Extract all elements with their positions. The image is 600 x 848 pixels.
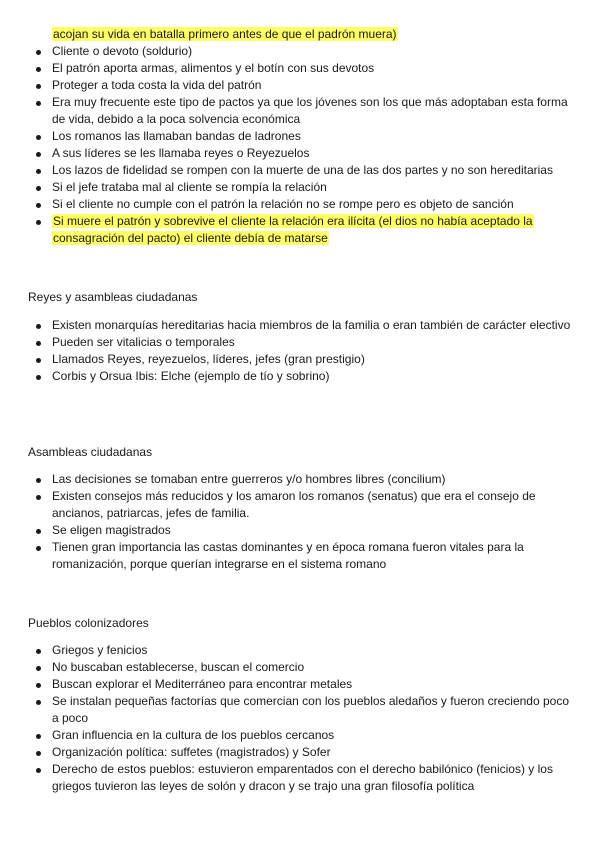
list-item: Existen consejos más reducidos y los amaron los romanos (senatus) que era el consejo de ancianos, patriarcas, jefes de familia.	[0, 488, 600, 522]
bullet-list-section4	[0, 642, 600, 795]
bullet-list-section3	[0, 471, 600, 573]
list-item: Las decisiones se tomaban entre guerreros y/o hombres libres (concilium)	[0, 471, 600, 488]
list-item: Corbis y Orsua Ibis: Elche (ejemplo de tío y sobrino)	[0, 368, 600, 385]
list-item: Si el jefe trataba mal al cliente se rompía la relación	[0, 179, 600, 196]
list-item: Se eligen magistrados	[0, 522, 600, 539]
section-heading-asambleas: Asambleas ciudadanas	[28, 445, 153, 459]
list-item: Organización política: suffetes (magistrados) y Sofer	[0, 744, 600, 761]
list-item: Si el cliente no cumple con el patrón la relación no se rompe pero es objeto de sanción	[0, 196, 600, 213]
list-item: A sus líderes se les llamaba reyes o Reyezuelos	[0, 145, 600, 162]
list-item	[0, 213, 600, 247]
list-item: Pueden ser vitalicias o temporales	[0, 334, 600, 351]
highlighted-text: Si muere el patrón y sobrevive el cliente la relación era ilícita (el dios no había aceptado la consagración del pacto) el cliente debía de matarse	[53, 214, 533, 245]
list-item: Tienen gran importancia las castas dominantes y en época romana fueron vitales para la romanización, porque querían integrarse en el sistema romano	[0, 539, 600, 573]
list-item: Los lazos de fidelidad se rompen con la muerte de una de las dos partes y no son hereditarias	[0, 162, 600, 179]
list-item: Buscan explorar el Mediterráneo para encontrar metales	[0, 676, 600, 693]
continuation-line	[52, 26, 572, 43]
list-item: Los romanos las llamaban bandas de ladrones	[0, 128, 600, 145]
list-item: Proteger a toda costa la vida del patrón	[0, 77, 600, 94]
list-item: Gran influencia en la cultura de los pueblos cercanos	[0, 727, 600, 744]
bullet-list-section2	[0, 317, 600, 385]
list-item: El patrón aporta armas, alimentos y el botín con sus devotos	[0, 60, 600, 77]
section-heading-reyes: Reyes y asambleas ciudadanas	[28, 290, 198, 304]
list-item: Cliente o devoto (soldurio)	[0, 43, 600, 60]
highlighted-text: acojan su vida en batalla primero antes de que el padrón muera)	[53, 27, 397, 41]
list-item: Derecho de estos pueblos: estuvieron emparentados con el derecho babilónico (fenicios) y los griegos tuvieron las leyes de solón y dracon y se trajo una gran filosofía política	[0, 761, 600, 795]
list-item: No buscaban establecerse, buscan el comercio	[0, 659, 600, 676]
list-item: Griegos y fenicios	[0, 642, 600, 659]
section-heading-pueblos: Pueblos colonizadores	[28, 616, 149, 630]
list-item: Se instalan pequeñas factorías que comercian con los pueblos aledaños y fueron creciendo poco a poco	[0, 693, 600, 727]
list-item: Llamados Reyes, reyezuelos, líderes, jefes (gran prestigio)	[0, 351, 600, 368]
list-item: Existen monarquías hereditarias hacia miembros de la familia o eran también de carácter electivo	[0, 317, 600, 334]
list-item: Era muy frecuente este tipo de pactos ya que los jóvenes son los que más adoptaban esta forma de vida, debido a la poca solvencia económica	[0, 94, 600, 128]
bullet-list-section1	[0, 43, 600, 247]
